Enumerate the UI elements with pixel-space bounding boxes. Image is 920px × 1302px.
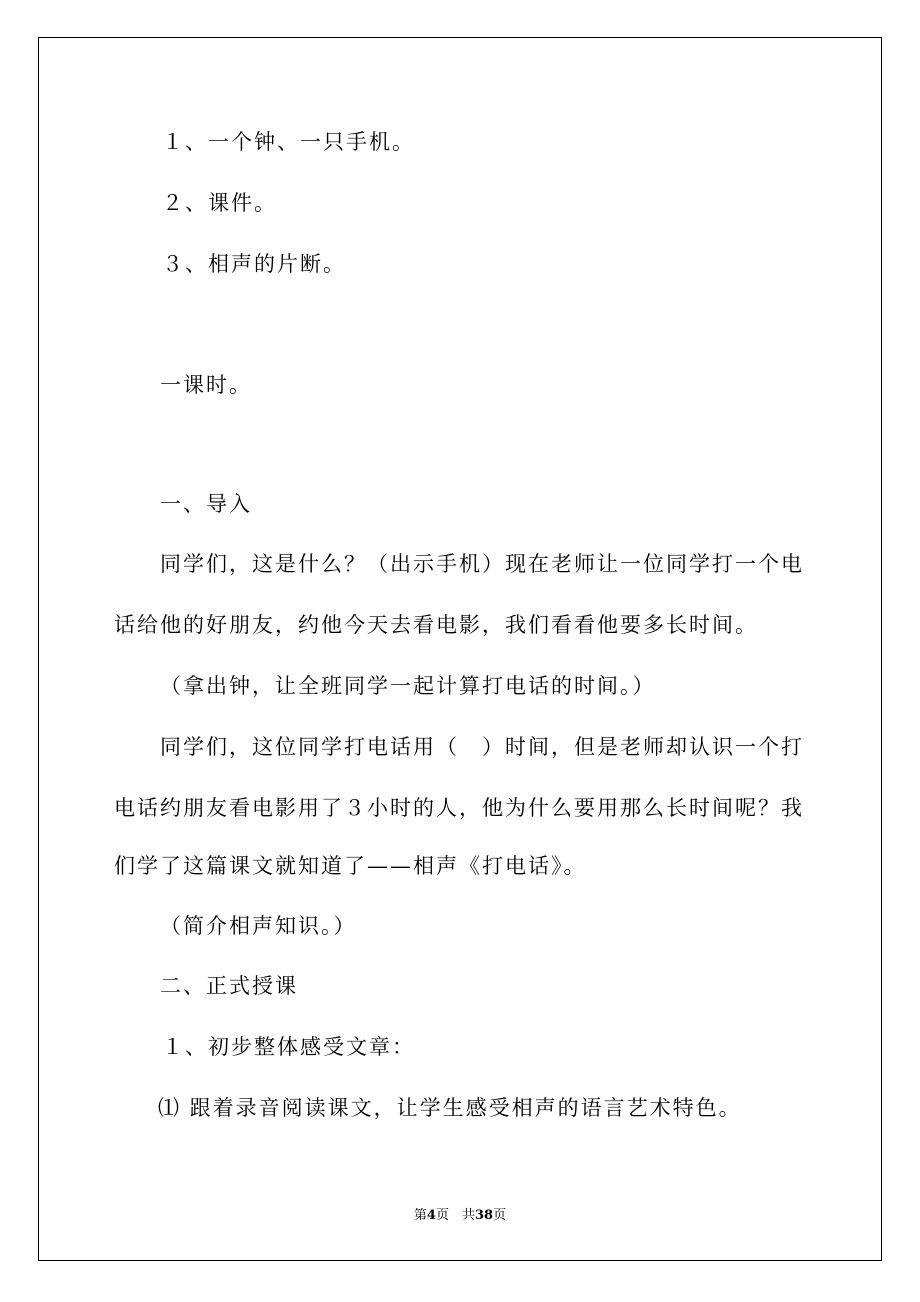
section-heading-lesson: 二、正式授课 [160,974,298,998]
section-heading-intro: 一、导入 [160,492,252,516]
paragraph-intro-line2: 话给他的好朋友，约他今天去看电影，我们看看他要多长时间。 [114,613,758,637]
footer-suffix: 页 [493,1208,507,1223]
footer-mid: 页 共 [435,1208,475,1223]
material-item-3: ３、相声的片断。 [162,252,346,276]
paragraph-question-line1: 同学们，这位同学打电话用（ ）时间，但是老师却认识一个打 [160,735,804,759]
paragraph-clock-note: （拿出钟，让全班同学一起计算打电话的时间。） [160,674,656,698]
footer-prefix: 第 [413,1208,427,1223]
page-footer [0,1207,920,1225]
step1-item1: ⑴ 跟着录音阅读课文，让学生感受相声的语言艺术特色。 [158,1096,742,1120]
paragraph-crosstalk-intro: （简介相声知识。） [160,914,357,938]
step1-heading: １、初步整体感受文章： [162,1035,415,1059]
material-item-1: １、一个钟、一只手机。 [162,130,415,154]
paragraph-question-line2: 电话约朋友看电影用了３小时的人，他为什么要用那么长时间呢？我 [114,796,804,820]
footer-page-number: 4 [426,1208,436,1223]
page-border [38,37,882,1261]
paragraph-intro-line1: 同学们，这是什么？（出示手机）现在老师让一位同学打一个电 [160,552,804,576]
class-period: 一课时。 [160,373,252,397]
material-item-2: ２、课件。 [162,191,277,215]
paragraph-question-line3: 们学了这篇课文就知道了——相声《打电话》。 [114,854,587,878]
footer-total-pages: 38 [474,1208,494,1223]
